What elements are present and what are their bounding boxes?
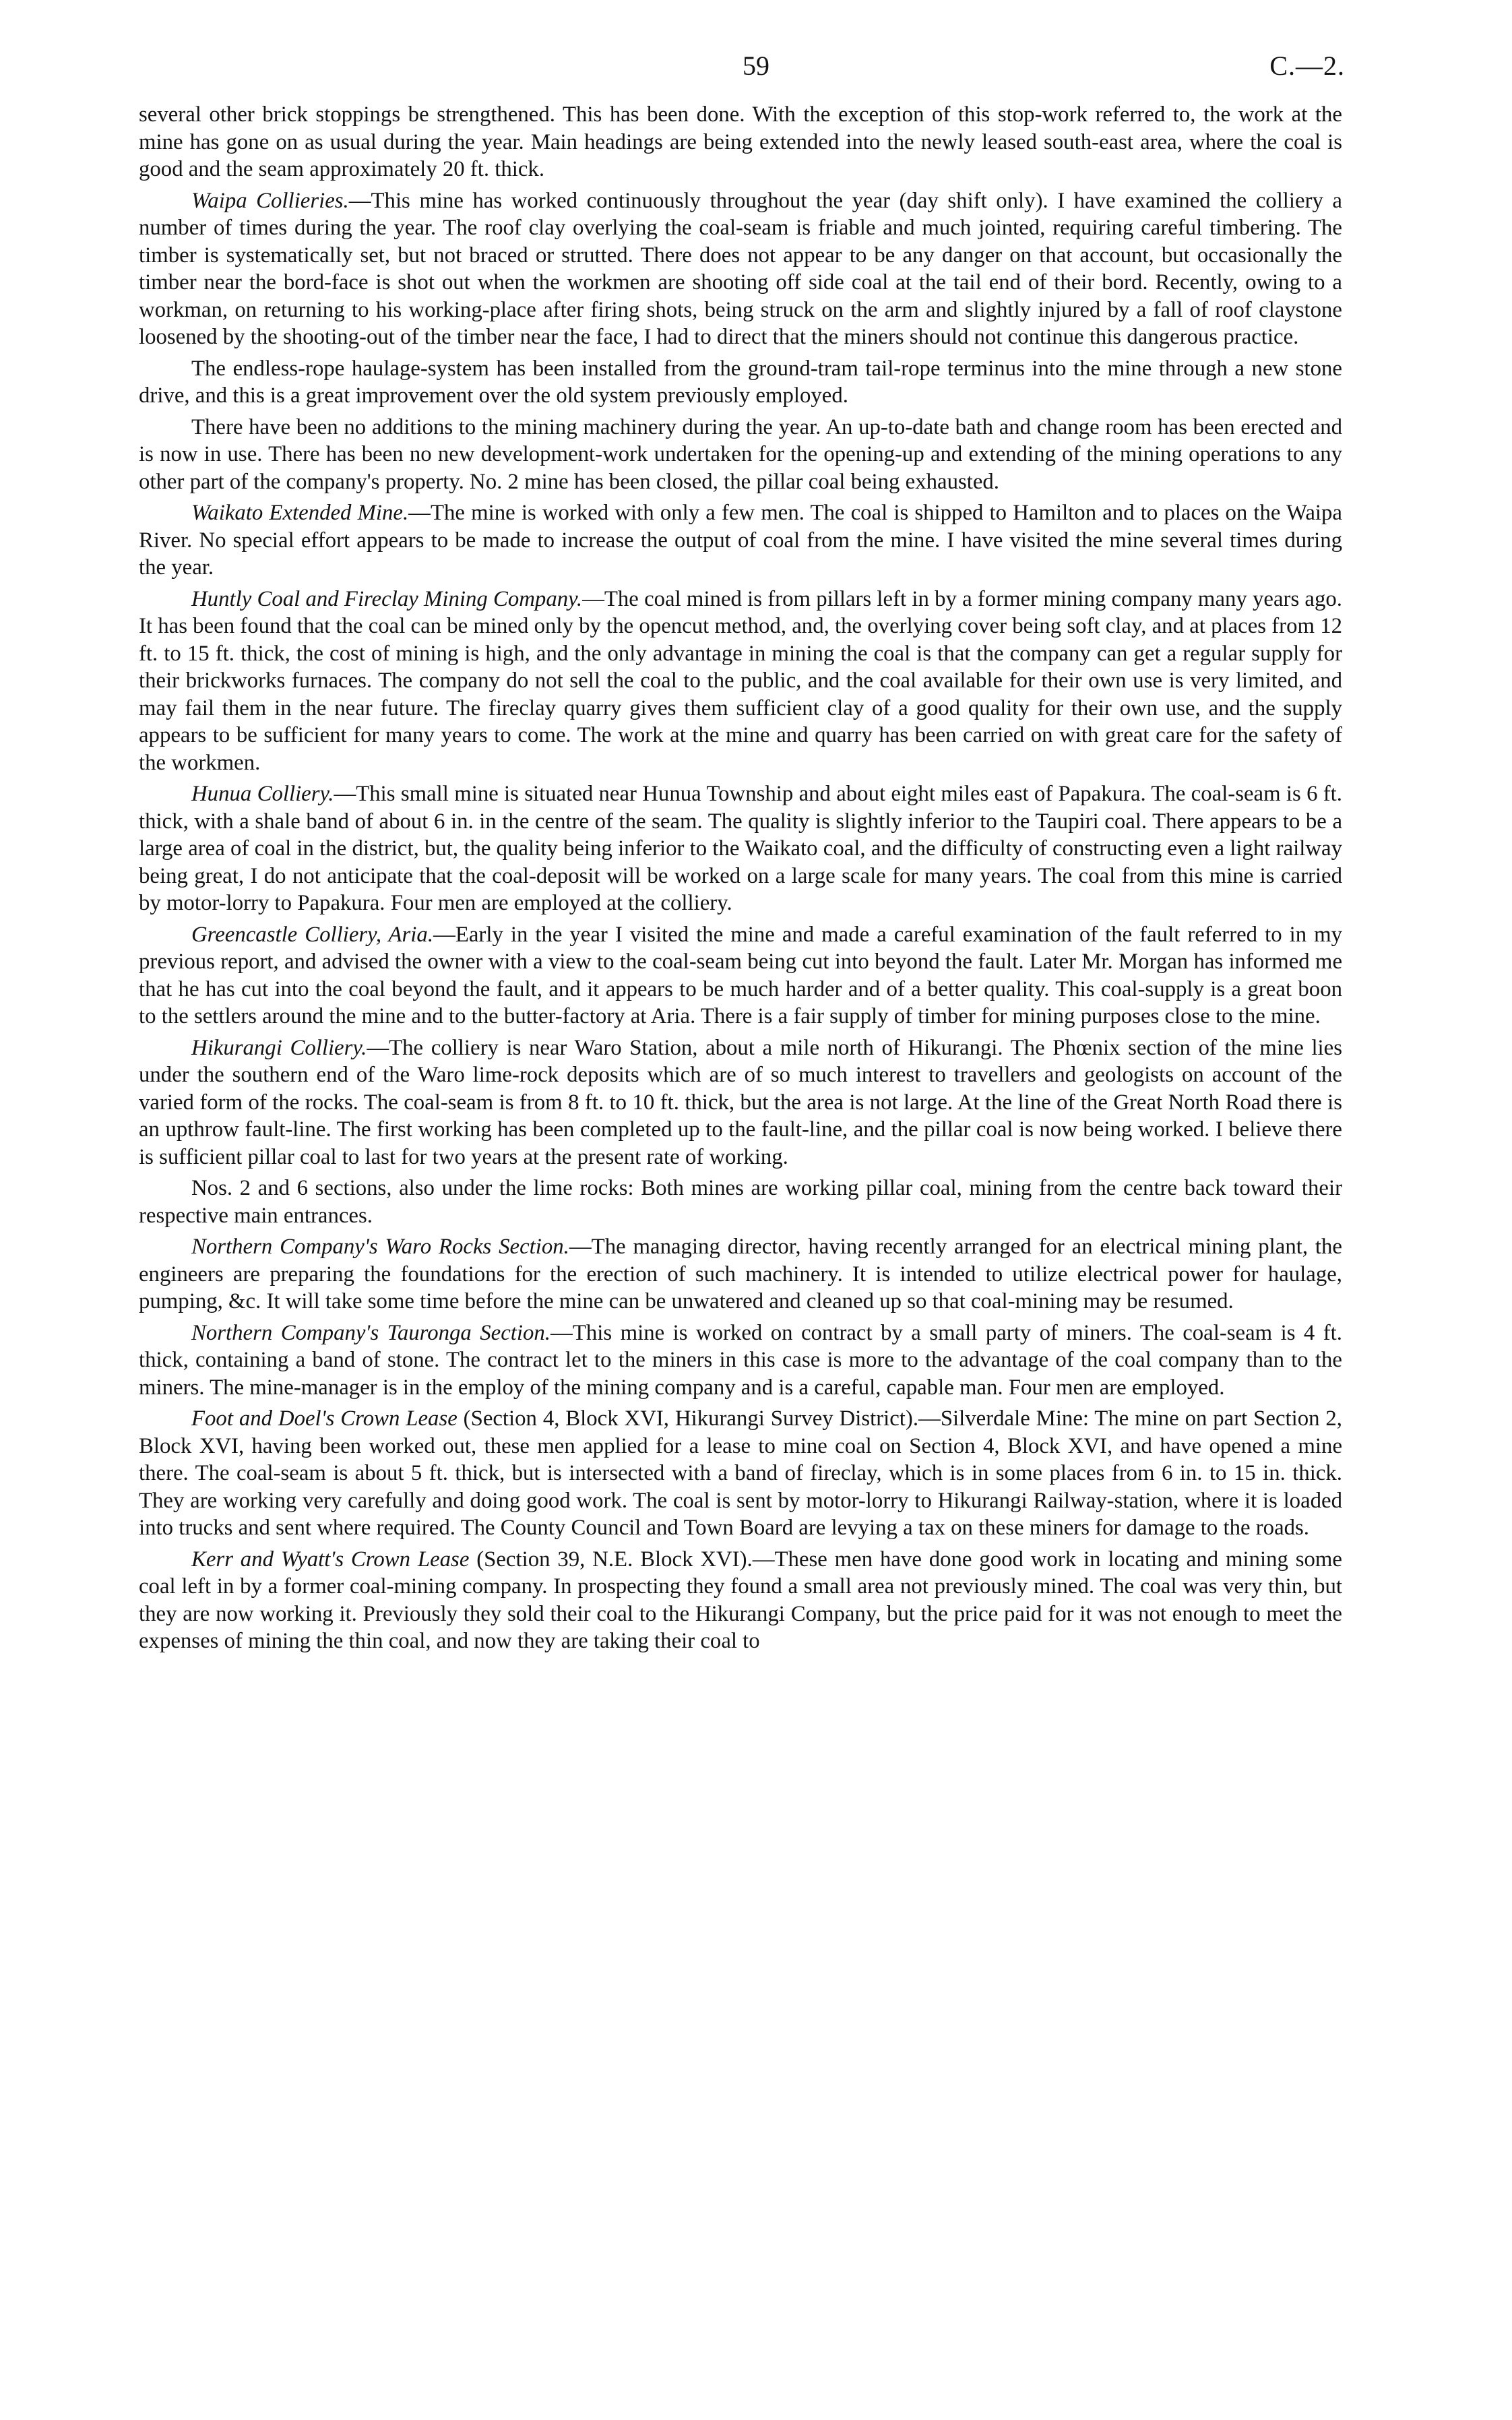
paragraph: There have been no additions to the mining machinery during the year. An up-to-date bath and change room has been erected and is now in use. There has been no new development-work undertaken for the opening-up and extending of the mining operations to any other part of the company's property. No. 2 mine has been closed, the pillar coal being exhausted. — [139, 414, 1342, 494]
body-text — [139, 101, 1342, 2379]
paragraph-heading: Foot and Doel's Crown Lease — [191, 1406, 458, 1431]
paragraph-heading: Hunua Colliery. — [191, 782, 334, 806]
paragraph: Hikurangi Colliery.—The colliery is near Waro Station, about a mile north of Hikurangi. The Phœnix section of the mine lies under the southern end of the Waro lime-rock deposits which are of so much interest to travellers and geologists on account of the varied form of the rocks. The coal-seam is from 8 ft. to 10 ft. thick, but the area is not large. At the line of the Great North Road there is an upthrow fault-line. The first working has been completed up to the fault-line, and the pillar coal is now being worked. I believe there is sufficient pillar coal to last for two years at the present rate of working. — [139, 1035, 1342, 1169]
paragraph: Foot and Doel's Crown Lease (Section 4, Block XVI, Hikurangi Survey District).—Silverdale Mine: The mine on part Section 2, Block XVI, having been worked out, these men applied for a lease to mine coal on Section 4, Block XVI, and have opened a mine there. The coal-seam is about 5 ft. thick, but is intersected with a band of fireclay, which is in some places from 6 in. to 15 in. thick. They are working very carefully and doing good work. The coal is sent by motor-lorry to Hikurangi Railway-station, where it is loaded into trucks and sent where required. The County Council and Town Board are levying a tax on these miners for damage to the roads. — [139, 1406, 1342, 1540]
paragraph: Waipa Collieries.—This mine has worked continuously throughout the year (day shift only). I have examined the colliery a number of times during the year. The roof clay overlying the coal-seam is friable and much jointed, requiring careful timbering. The timber is systematically set, but not braced or strutted. There does not appear to be any danger on that account, but occasionally the timber near the bord-face is shot out when the workmen are shooting off side coal at the tail end of their bord. Recently, owing to a workman, on returning to his working-place after firing shots, being struck on the arm and slightly injured by a fall of roof claystone loosened by the shooting-out of the timber near the face, I had to direct that the miners should not continue this dangerous practice. — [139, 188, 1342, 349]
page-number: 59 — [743, 51, 769, 81]
paragraph-heading: Northern Company's Tauronga Section. — [191, 1320, 551, 1345]
paragraph: The endless-rope haulage-system has been installed from the ground-tram tail-rope terminus into the mine through a new stone drive, and this is a great improvement over the old system previously employed. — [139, 356, 1342, 408]
paragraph: several other brick stoppings be strengthened. This has been done. With the exception of this stop-work referred to, the work at the mine has gone on as usual during the year. Main headings are being extended into the newly leased south-east area, where the coal is good and the seam approximately 20 ft. thick. — [139, 102, 1342, 181]
paragraph-heading: Waipa Collieries. — [191, 188, 349, 213]
paragraph: Greencastle Colliery, Aria.—Early in the year I visited the mine and made a careful examination of the fault referred to in my previous report, and advised the owner with a view to the coal-seam being cut into beyond the fault. Later Mr. Morgan has informed me that he has cut into the coal beyond the fault, and it appears to be much harder and of a better quality. This coal-supply is a great boon to the settlers around the mine and to the butter-factory at Aria. There is a fair supply of timber for mining purposes close to the mine. — [139, 922, 1342, 1028]
paragraph: Nos. 2 and 6 sections, also under the lime rocks: Both mines are working pillar coal, mining from the centre back toward their respective main entrances. — [139, 1176, 1342, 1228]
page-header — [0, 46, 1512, 86]
paragraph-heading: Hikurangi Colliery. — [191, 1035, 367, 1060]
paragraph: Waikato Extended Mine.—The mine is worked with only a few men. The coal is shipped to Hamilton and to places on the Waipa River. No special effort appears to be made to increase the output of coal from the mine. I have visited the mine several times during the year. — [139, 501, 1342, 580]
paragraph-heading: Waikato Extended Mine. — [191, 501, 409, 525]
paragraph: Kerr and Wyatt's Crown Lease (Section 39, N.E. Block XVI).—These men have done good work in locating and mining some coal left in by a former coal-mining company. In prospecting they found a small area not previously mined. The coal was very thin, but they are now working it. Previously they sold their coal to the Hikurangi Company, but the price paid for it was not enough to meet the expenses of mining the thin coal, and now they are taking their coal to — [139, 1547, 1342, 1653]
paragraph-heading: Greencastle Colliery, Aria. — [191, 922, 434, 947]
paragraph-heading: Kerr and Wyatt's Crown Lease — [191, 1547, 470, 1572]
paragraph: Northern Company's Tauronga Section.—This mine is worked on contract by a small party of miners. The coal-seam is 4 ft. thick, containing a band of stone. The contract let to the miners in this case is more to the advantage of the coal company than to the miners. The mine-manager is in the employ of the mining company and is a careful, capable man. Four men are employed. — [139, 1320, 1342, 1400]
paragraph: Hunua Colliery.—This small mine is situated near Hunua Township and about eight miles east of Papakura. The coal-seam is 6 ft. thick, with a shale band of about 6 in. in the centre of the seam. The quality is slightly inferior to the Taupiri coal. There appears to be a large area of coal in the district, but, the quality being inferior to the Waikato coal, and the difficulty of constructing even a light railway being great, I do not anticipate that the coal-deposit will be worked on a large scale for many years. The coal from this mine is carried by motor-lorry to Papakura. Four men are employed at the colliery. — [139, 782, 1342, 915]
paragraph-heading: Huntly Coal and Fireclay Mining Company. — [191, 586, 583, 611]
paragraph: Northern Company's Waro Rocks Section.—The managing director, having recently arranged for an electrical mining plant, the engineers are preparing the foundations for the erection of such machinery. It is intended to utilize electrical power for haulage, pumping, &c. It will take some time before the mine can be unwatered and cleaned up so that coal-mining may be resumed. — [139, 1235, 1342, 1313]
paragraph-heading: Northern Company's Waro Rocks Section. — [191, 1235, 569, 1259]
paragraph: Huntly Coal and Fireclay Mining Company.—The coal mined is from pillars left in by a former mining company many years ago. It has been found that the coal can be mined only by the opencut method, and, the overlying cover being soft clay, and at places from 12 ft. to 15 ft. thick, the cost of mining is high, and the only advantage in mining the coal is that the company can get a regular supply for their brickworks furnaces. The company do not sell the coal to the public, and the coal available for their own use is very limited, and may fail them in the near future. The fireclay quarry gives them sufficient clay of a good quality for their own use, and the supply appears to be sufficient for many years to come. The work at the mine and quarry has been carried on with great care for the safety of the workmen. — [139, 586, 1342, 775]
document-reference: C.—2. — [1269, 51, 1345, 81]
